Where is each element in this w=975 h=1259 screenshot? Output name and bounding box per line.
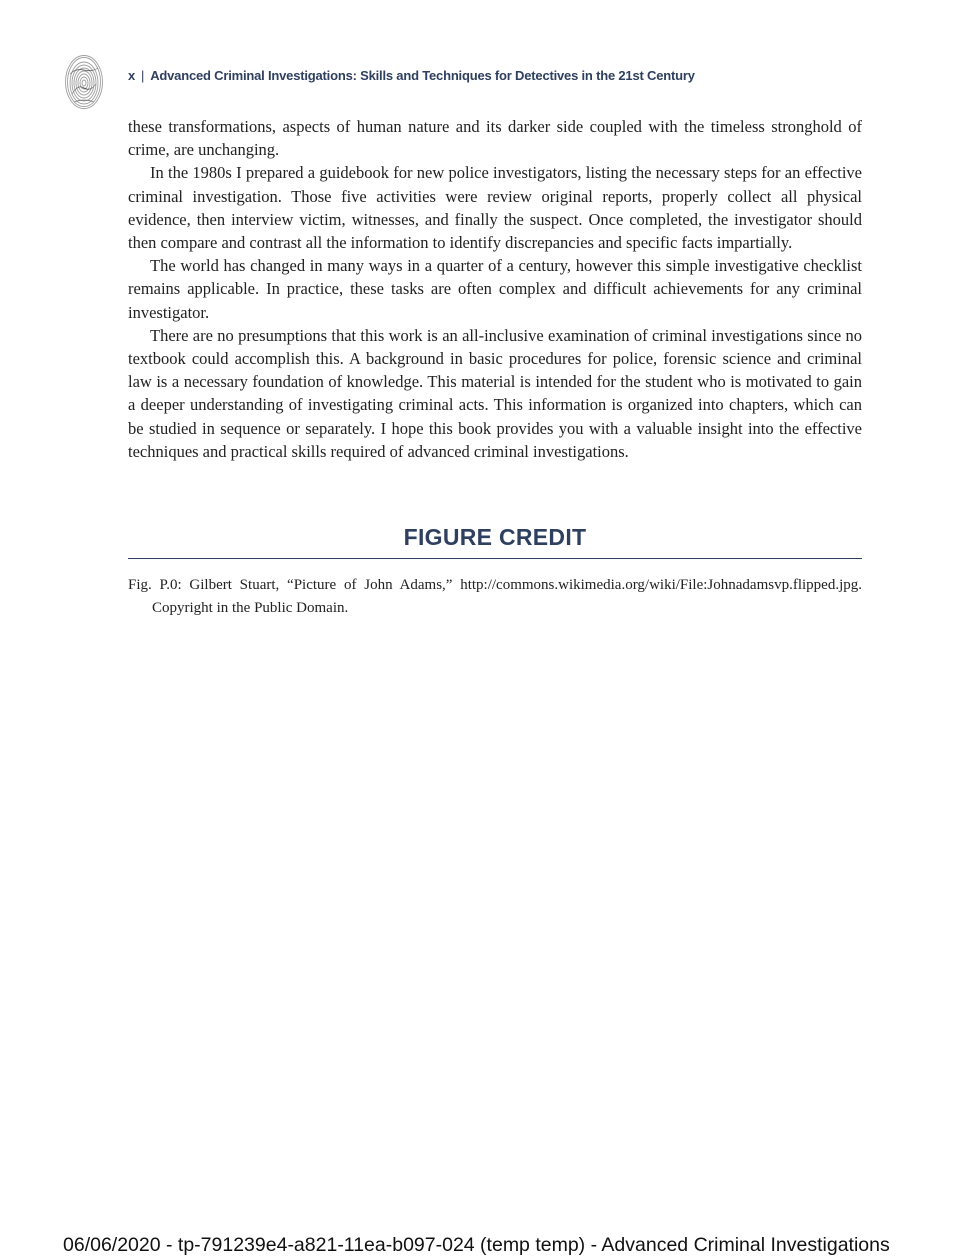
footer-stamp: 06/06/2020 - tp-791239e4-a821-11ea-b097-024 (temp temp) - Advanced Criminal Investigations [63, 1234, 890, 1256]
running-head [128, 68, 695, 83]
figure-credit-heading: FIGURE CREDIT [403, 524, 587, 550]
paragraph: The world has changed in many ways in a quarter of a century, however this simple investigative checklist remains applicable. In practice, these tasks are often complex and difficult achievements for any criminal investigator. [128, 256, 862, 322]
header-separator: | [141, 68, 145, 83]
paragraph: these transformations, aspects of human nature and its darker side coupled with the timeless stronghold of crime, are unchanging. [128, 117, 862, 160]
figure-credit-text: Fig. P.0: Gilbert Stuart, “Picture of John Adams,” http://commons.wikimedia.org/wiki/File:Johnadamsvp.flipped.jpg. Copyright in the Public Domain. [128, 577, 862, 616]
paragraph: There are no presumptions that this work is an all-inclusive examination of criminal investigations since no textbook could accomplish this. A background in basic procedures for police, forensic science and criminal law is a necessary foundation of knowledge. This material is intended for the student who is motivated to gain a deeper understanding of investigating criminal acts. This information is organized into chapters, which can be studied in sequence or separately. I hope this book provides you with a valuable insight into the effective techniques and practical skills required of advanced criminal investigations. [128, 325, 862, 461]
fingerprint-icon [64, 54, 104, 110]
section-divider [128, 558, 862, 559]
body-text [128, 115, 862, 463]
page-number: x [128, 68, 136, 83]
paragraph: In the 1980s I prepared a guidebook for new police investigators, listing the necessary steps for an effective criminal investigation. Those five activities were review original reports, properly collect all physical evidence, then interview victim, witnesses, and finally the suspect. Once completed, the investigator should then compare and contrast all the information to identify discrepancies and specific facts impartially. [128, 163, 862, 253]
book-title: Advanced Criminal Investigations: Skills and Techniques for Detectives in the 21st Century [150, 68, 695, 83]
